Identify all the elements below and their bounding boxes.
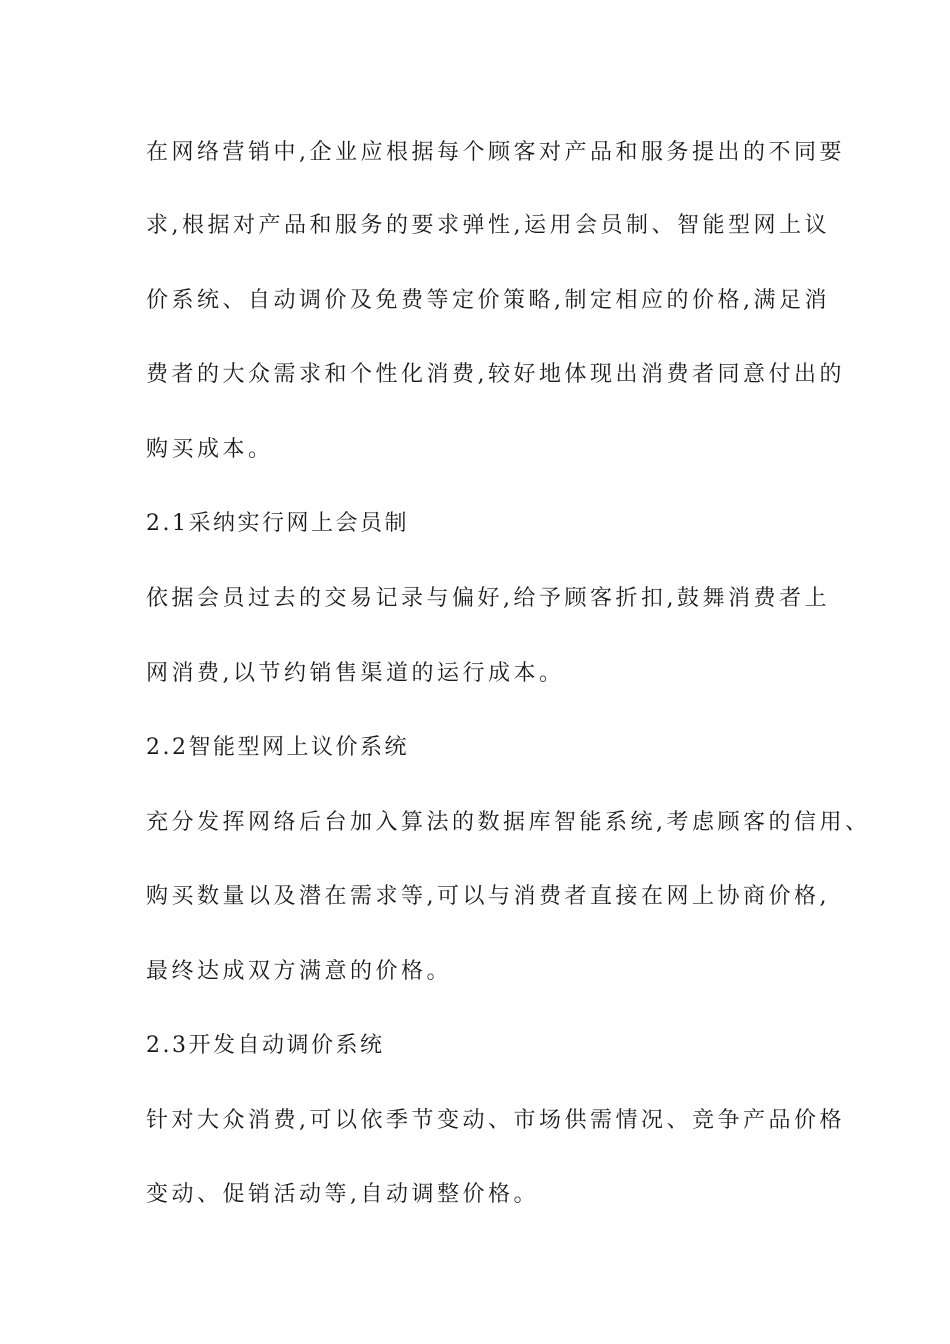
paragraph-line: 费者的大众需求和个性化消费,较好地体现出消费者同意付出的 [146, 362, 845, 387]
paragraph-line: 变动、促销活动等,自动调整价格。 [146, 1182, 539, 1207]
paragraph-line: 购买成本。 [146, 437, 274, 462]
paragraph-line: 依据会员过去的交易记录与偏好,给予顾客折扣,鼓舞消费者上 [146, 586, 830, 611]
section-heading-2-2: 2.2智能型网上议价系统 [146, 735, 409, 760]
paragraph-line: 购买数量以及潜在需求等,可以与消费者直接在网上协商价格, [146, 884, 830, 909]
paragraph-line: 最终达成双方满意的价格。 [146, 959, 453, 984]
section-heading-2-1: 2.1采纳实行网上会员制 [146, 511, 409, 536]
paragraph-line: 价系统、自动调价及免费等定价策略,制定相应的价格,满足消 [146, 288, 830, 313]
paragraph-line: 在网络营销中,企业应根据每个顾客对产品和服务提出的不同要 [146, 140, 845, 165]
paragraph-line: 充分发挥网络后台加入算法的数据库智能系统,考虑顾客的信用、 [146, 810, 871, 835]
paragraph-line: 网消费,以节约销售渠道的运行成本。 [146, 661, 565, 686]
paragraph-line: 求,根据对产品和服务的要求弹性,运用会员制、智能型网上议 [146, 213, 830, 238]
section-heading-2-3: 2.3开发自动调价系统 [146, 1033, 385, 1058]
paragraph-line: 针对大众消费,可以依季节变动、市场供需情况、竞争产品价格 [146, 1108, 845, 1133]
